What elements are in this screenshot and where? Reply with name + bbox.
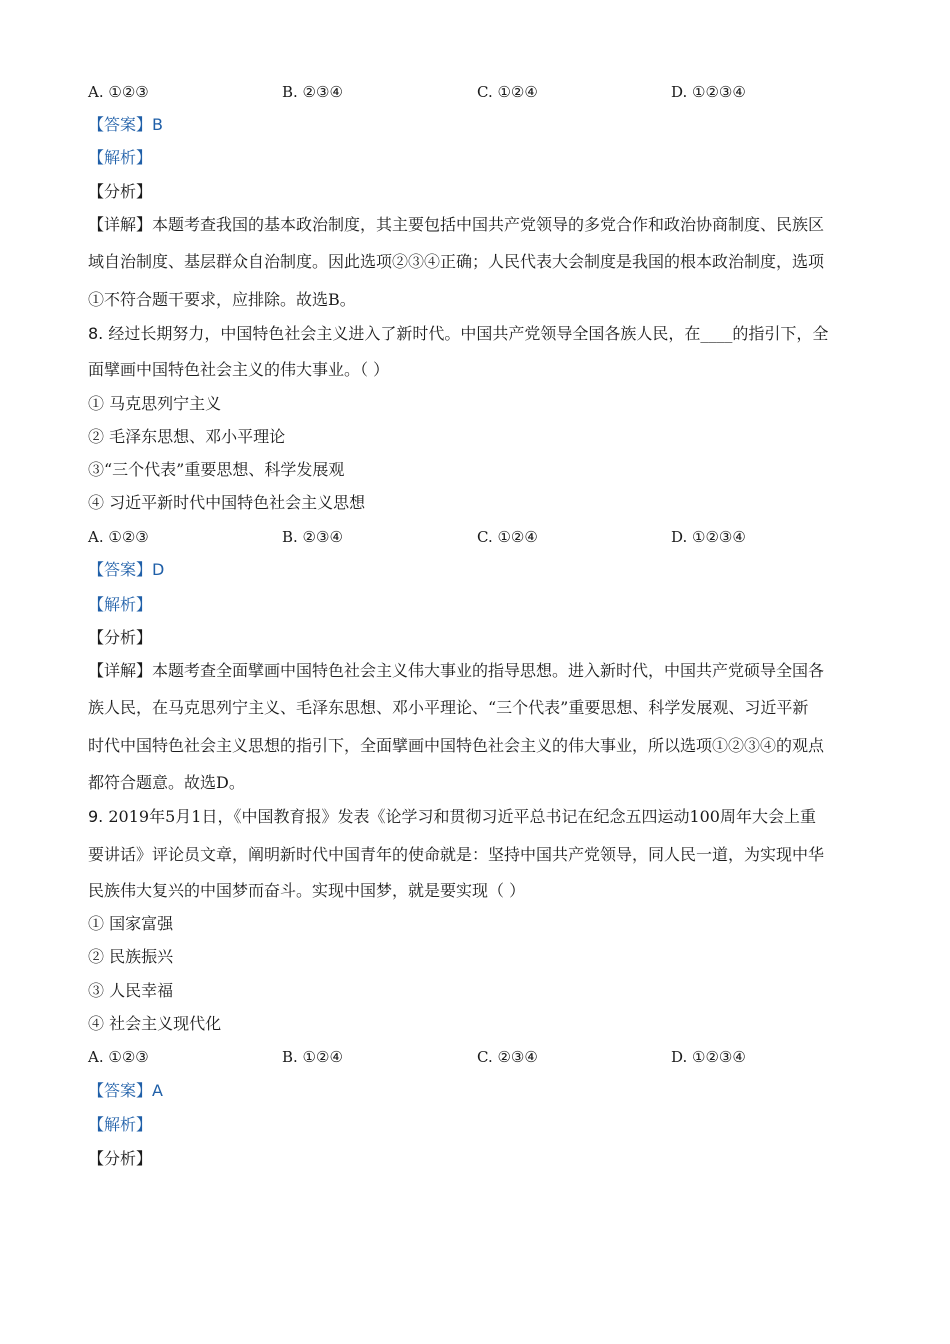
q8-detail-line-4: 都符合题意。故选D。 (88, 773, 245, 792)
q7-answer (88, 115, 868, 135)
answer-tag: 【答案】 (88, 115, 153, 134)
q7-option-a[interactable]: A. ①②③ (88, 83, 149, 101)
q7-jiexi-heading: 【解析】 (88, 148, 153, 167)
q7-fenxi-heading: 【分析】 (88, 182, 153, 201)
q7-option-d[interactable]: D. ①②③④ (671, 83, 746, 101)
q8-stem-line-2: 面擘画中国特色社会主义的伟大事业。（ ） (88, 360, 390, 379)
q8-answer (88, 560, 868, 580)
q7-option-c[interactable]: C. ①②④ (477, 83, 538, 101)
answer-value: A (152, 1081, 163, 1100)
q8-option-c[interactable]: C. ①②④ (477, 528, 538, 546)
q9-option-d[interactable]: D. ①②③④ (671, 1048, 746, 1066)
answer-value: D (152, 560, 165, 579)
q8-item-4: ④ 习近平新时代中国特色社会主义思想 (88, 493, 366, 512)
q9-item-3: ③ 人民幸福 (88, 981, 174, 1000)
q8-stem-line-1 (88, 324, 868, 344)
q9-option-b[interactable]: B. ①②④ (282, 1048, 343, 1066)
q9-number: 9. (88, 807, 104, 826)
answer-tag: 【答案】 (88, 1081, 153, 1100)
q8-fenxi-heading: 【分析】 (88, 628, 153, 647)
q8-item-2: ② 毛泽东思想、邓小平理论 (88, 427, 286, 446)
q8-stem-text-1: 经过长期努力，中国特色社会主义进入了新时代。中国共产党领导全国各族人民，在____的指引下，全 (108, 324, 829, 343)
q9-fenxi-heading: 【分析】 (88, 1149, 153, 1168)
q8-options (88, 527, 868, 547)
q8-option-b[interactable]: B. ②③④ (282, 528, 343, 546)
q7-detail-line-1: 【详解】本题考查我国的基本政治制度，其主要包括中国共产党领导的多党合作和政治协商制度、民族区 (88, 215, 825, 234)
q8-jiexi-heading: 【解析】 (88, 595, 153, 614)
q9-options (88, 1047, 868, 1067)
answer-tag: 【答案】 (88, 560, 153, 579)
q9-stem-line-1 (88, 807, 868, 827)
q7-option-b[interactable]: B. ②③④ (282, 83, 343, 101)
q7-options (88, 82, 868, 102)
q7-detail-line-3: ①不符合题干要求，应排除。故选B。 (88, 290, 356, 309)
q7-detail-line-2: 域自治制度、基层群众自治制度。因此选项②③④正确；人民代表大会制度是我国的根本政治制度，选项 (88, 252, 825, 271)
q9-option-a[interactable]: A. ①②③ (88, 1048, 149, 1066)
q8-detail-line-3: 时代中国特色社会主义思想的指引下，全面擘画中国特色社会主义的伟大事业，所以选项①②③④的观点 (88, 736, 825, 755)
q8-item-3: ③“三个代表”重要思想、科学发展观 (88, 460, 345, 479)
q9-stem-line-2: 要讲话》评论员文章，阐明新时代中国青年的使命就是：坚持中国共产党领导，同人民一道，为实现中华 (88, 845, 825, 864)
q9-answer (88, 1081, 868, 1101)
q9-stem-text-1: 2019年5月1日，《中国教育报》发表《论学习和贯彻习近平总书记在纪念五四运动100周年大会上重 (108, 807, 816, 826)
q8-option-a[interactable]: A. ①②③ (88, 528, 149, 546)
q9-item-1: ① 国家富强 (88, 914, 174, 933)
q8-option-d[interactable]: D. ①②③④ (671, 528, 746, 546)
q8-item-1: ① 马克思列宁主义 (88, 394, 222, 413)
q9-item-2: ② 民族振兴 (88, 947, 174, 966)
q9-jiexi-heading: 【解析】 (88, 1115, 153, 1134)
q8-number: 8. (88, 324, 104, 343)
q9-item-4: ④ 社会主义现代化 (88, 1014, 222, 1033)
q8-detail-line-1: 【详解】本题考查全面擘画中国特色社会主义伟大事业的指导思想。进入新时代，中国共产党硕导全国各 (88, 661, 825, 680)
answer-value: B (152, 115, 163, 134)
q9-stem-line-3: 民族伟大复兴的中国梦而奋斗。实现中国梦，就是要实现（ ） (88, 881, 526, 900)
q9-option-c[interactable]: C. ②③④ (477, 1048, 538, 1066)
q8-detail-line-2: 族人民，在马克思列宁主义、毛泽东思想、邓小平理论、“三个代表”重要思想、科学发展观、习近平新 (88, 698, 809, 717)
